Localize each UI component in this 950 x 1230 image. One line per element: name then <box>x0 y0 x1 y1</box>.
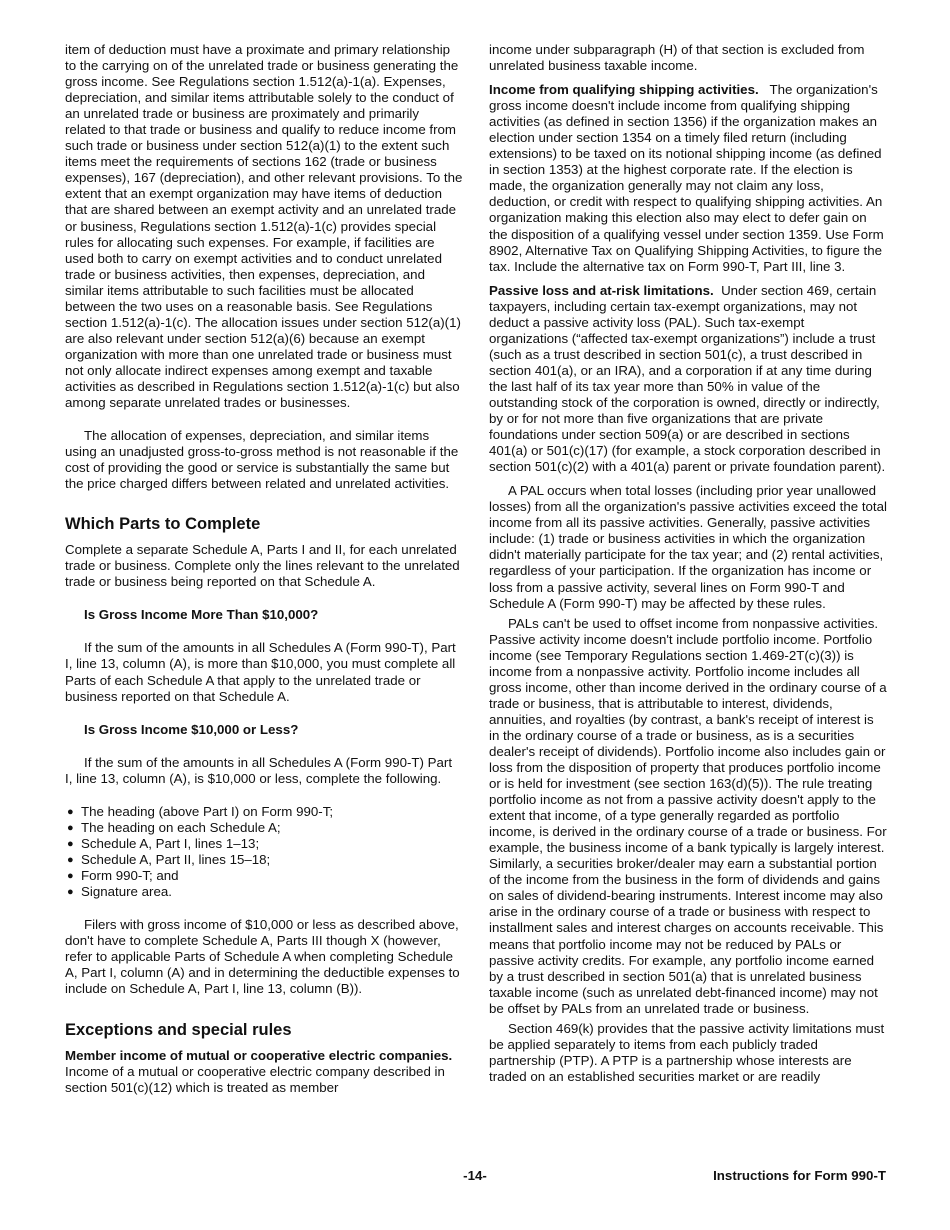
paragraph-pals-offset: PALs can't be used to offset income from nonpassive activities. Passive activity income doesn't include portfolio income. Portfolio income (see Temporary Regulations section 1.469-2T(c)(3)) is income from a nonpassive activity. Portfolio income includes all gross income, other than income derived in the ordinary course of a trade or business, that is attributable to interest, dividends, annuities, and royalties (by contrast, a bank's receipt of interest is in the ordinary course of a trade or business, as is a securities dealer's receipt of dividends). Portfolio income also includes gain or loss from the disposition of property that produces portfolio income or is held for investment (see section 163(d)(5)). The rule treating portfolio income as not from a passive activity doesn't apply to the extent that income, of a type generally regarded as portfolio income, is derived in the ordinary course of a trade or business. For example, the business income of a bank typically is largely interest. Similarly, a securities broker/dealer may earn a substantial portion of the income from the business in the form of dividends and gains on sales of dividend-bearing instruments. Interest income may also arise in the ordinary course of a trade or business with respect to installment sales and interest charges on accounts receivable. This means that portfolio income may not be reduced by PALs or passive activity credits. For example, any portfolio income earned by a trust described in section 501(a) that is unrelated business taxable income (such as unrelated debt-financed income) may not be offset by PALs from an unrelated trade or business. <box>489 615 887 1016</box>
paragraph-subparagraph-h: income under subparagraph (H) of that section is excluded from unrelated business taxable income. <box>489 42 865 74</box>
paragraph-pal-occurs: A PAL occurs when total losses (including prior year unallowed losses) from all the organization's passive activities exceed the total income from all its passive activities. Generally, passive activities include: (1) trade or business activities in which the organization didn't materially participate for the tax year; and (2) rental activities, regardless of your participation. If the organization has income or loss from a passive activity, several lines on Form 990-T and Schedule A (Form 990-T) may be affected by these rules. <box>489 483 887 611</box>
paragraph-passive-loss <box>489 283 887 476</box>
paragraph-member-income <box>65 1048 463 1096</box>
list-item: ● The heading (above Part I) on Form 990-T; <box>67 803 334 819</box>
list-item: ● Schedule A, Part I, lines 1–13; <box>67 835 260 851</box>
footer-form-title: Instructions for Form 990-T <box>713 1168 886 1183</box>
paragraph-allocation-method: The allocation of expenses, depreciation, and similar items using an unadjusted gross-to-gross method is not reasonable if the cost of providing the good or service is substantially the same but the price charged differs between related and unrelated activities. <box>65 428 459 492</box>
bullet-icon: ● <box>67 837 74 850</box>
bullet-icon: ● <box>67 853 74 866</box>
paragraph-more-than-10000: If the sum of the amounts in all Schedules A (Form 990-T), Part I, line 13, column (A), is more than $10,000, you must complete all Parts of each Schedule A that apply to the unrelated trade or business reported on that Schedule A. <box>65 640 456 704</box>
bullet-icon: ● <box>67 805 74 818</box>
list-item: ● Signature area. <box>67 883 172 899</box>
heading-exceptions: Exceptions and special rules <box>65 1021 292 1040</box>
subheading-10000-or-less: Is Gross Income $10,000 or Less? <box>84 721 299 737</box>
paragraph-section-469k: Section 469(k) provides that the passive activity limitations must be applied separately to items from each publicly traded partnership (PTP). A PTP is a partnership whose interests are traded on an established securities market or are readily <box>489 1020 885 1084</box>
paragraph-filers-10000-or-less: Filers with gross income of $10,000 or less as described above, don't have to complete Schedule A, Parts III though X (however, refer to applicable Parts of Schedule A when completing Schedule A, Part I, column (A) and in determining the deductible expenses to include on Schedule A, Part I, line 13, column (B)). <box>65 916 460 997</box>
heading-which-parts: Which Parts to Complete <box>65 515 261 534</box>
passive-text: Under section 469, certain taxpayers, including certain tax-exempt organizations, may not deduct a passive activity loss (PAL). Such tax-exempt organizations (“affected tax-exempt organizations”) include a trust (such as a trust described in section 501(c), a trust described in section 401(a), or an IRA), and a corporation if at any time during the last half of its tax year more than 50% in value of the outstanding stock of the corporation is owned, directly or indirectly, by or for not more than five organizations that are private foundations under section 509(a) or are described in sections 401(a) or 501(c)(17) (for example, a stock corporation described in section 501(c)(2) with a 401(a) parent or private foundation parent). <box>489 282 886 475</box>
bullet-icon: ● <box>67 869 74 882</box>
paragraph-complete-separate: Complete a separate Schedule A, Parts I and II, for each unrelated trade or business. Complete only the lines relevant to the unrelated trade or business being reported on that Schedule A. <box>65 542 460 590</box>
list-item: ● The heading on each Schedule A; <box>67 819 281 835</box>
subheading-more-than-10000: Is Gross Income More Than $10,000? <box>84 607 319 623</box>
bullet-list <box>65 804 463 900</box>
right-column <box>489 42 887 1085</box>
page-number: -14- <box>463 1168 487 1183</box>
left-column <box>65 42 463 1096</box>
shipping-text: The organization's gross income doesn't include income from qualifying shipping activities (as defined in section 1356) if the organization makes an election under section 1354 on a timely filed return (including extensions) to be taxed on its notional shipping income (as defined in section 1353) at the highest corporate rate. If the election is made, the organization generally may not claim any loss, deduction, or credit with respect to qualifying shipping activities. An organization making this election also may elect to defer gain on the disposition of a qualifying vessel under section 1359. Use Form 8902, Alternative Tax on Qualifying Shipping Activities, to figure the tax. Include the alternative tax on Form 990-T, Part III, line 3. <box>489 82 884 274</box>
member-income-lead: Member income of mutual or cooperative electric companies. <box>65 1048 453 1064</box>
paragraph-10000-or-less: If the sum of the amounts in all Schedules A (Form 990-T) Part I, line 13, column (A), is $10,000 or less, complete the following. <box>65 754 453 786</box>
list-item: ● Form 990-T; and <box>67 867 179 883</box>
paragraph-deduction-relationship: item of deduction must have a proximate and primary relationship to the carrying on of the unrelated trade or business generating the gross income. See Regulations section 1.512(a)-1(a). Expenses, depreciation, and similar items attributable solely to the conduct of an unrelated trade or business are proximately and primarily related to that trade or business and qualify to reduce income from such trade or business under section 512(a)(1) to the extent such items meet the requirements of sections 162 (trade or business expenses), 167 (depreciation), and other relevant provisions. To the extent that an exempt organization may have items of deduction that are shared between an exempt activity and an unrelated trade or business, Regulations section 1.512(a)-1(c) provides special rules for allocating such expenses. For example, if facilities are used both to carry on exempt activities and to conduct unrelated trade or business activities, then expenses, depreciation, and similar items attributable to such facilities must be allocated between the two uses on a reasonable basis. See Regulations section 1.512(a)-1(c). The allocation issues under section 512(a)(1) are also relevant under section 512(a)(6) because an exempt organization with more than one unrelated trade or business must not only allocate indirect expenses among exempt and taxable activities as described in Regulations section 1.512(a)-1(c) but also among separate unrelated trades or businesses. <box>65 42 463 411</box>
bullet-icon: ● <box>67 821 74 834</box>
shipping-lead: Income from qualifying shipping activities. <box>489 82 759 98</box>
member-income-text: Income of a mutual or cooperative electric company described in section 501(c)(12) which is treated as member <box>65 1064 445 1096</box>
paragraph-shipping-activities <box>489 82 887 275</box>
bullet-icon: ● <box>67 885 74 898</box>
passive-lead: Passive loss and at-risk limitations. <box>489 282 714 298</box>
list-item: ● Schedule A, Part II, lines 15–18; <box>67 851 271 867</box>
